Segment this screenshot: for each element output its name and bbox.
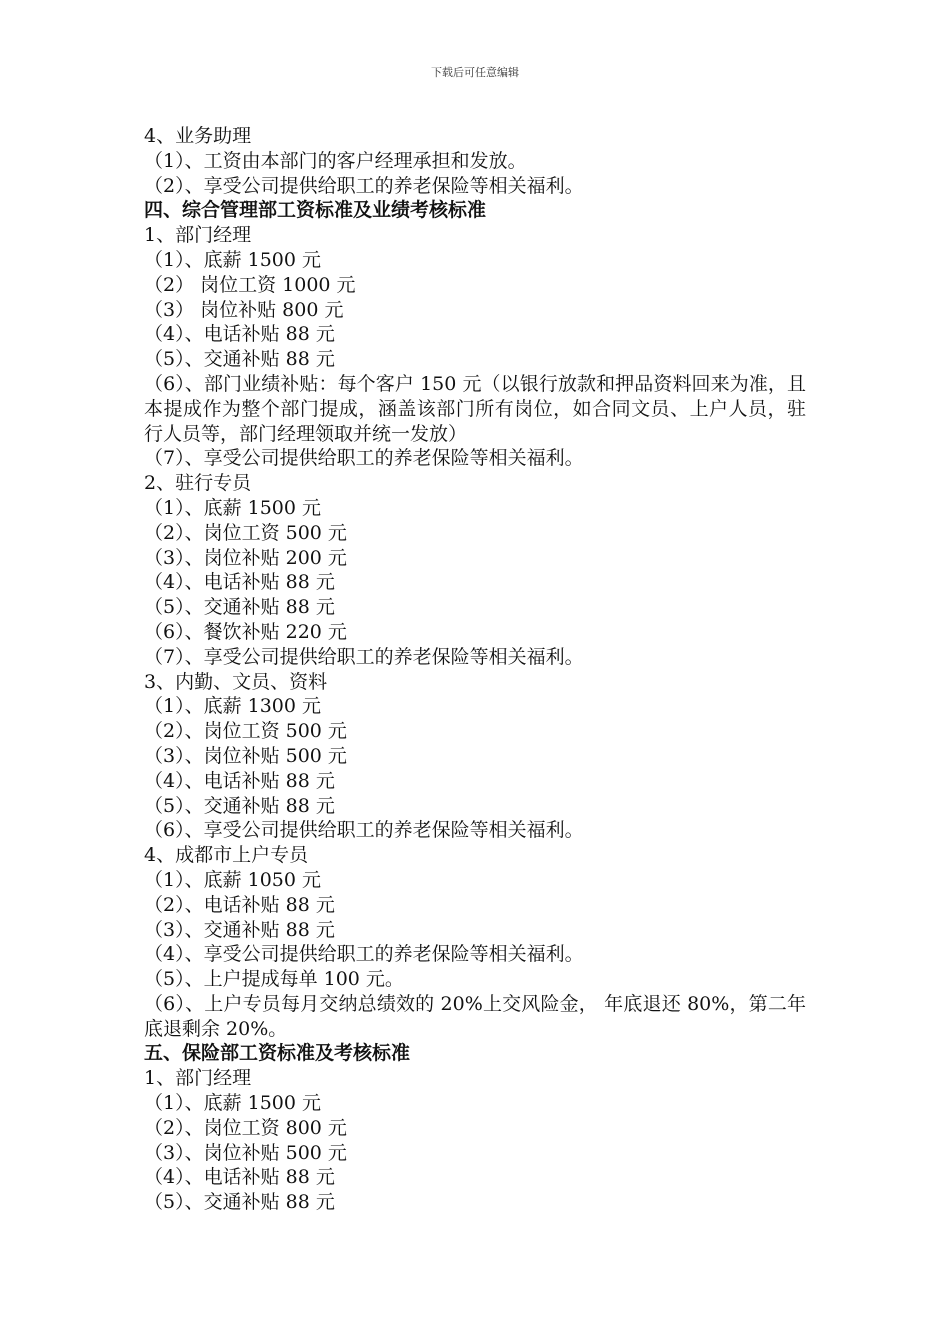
section-heading: 五、保险部工资标准及考核标准 <box>144 1042 411 1065</box>
text-line: （6）、上户专员每月交纳总绩效的 20%上交风险金， 年底退还 80%，第二年底退剩余 20%。 <box>144 992 806 1040</box>
text-line: （7）、享受公司提供给职工的养老保险等相关福利。 <box>144 645 584 668</box>
text-line: （2）、岗位工资 500 元 <box>144 720 347 743</box>
text-line: （3） 岗位补贴 800 元 <box>144 298 344 321</box>
text-line: 4、业务助理 <box>144 125 252 147</box>
text-line: （3）、交通补贴 88 元 <box>144 918 335 941</box>
text-line: （6）、餐饮补贴 220 元 <box>144 620 347 643</box>
text-line: （3）、岗位补贴 500 元 <box>144 1141 347 1164</box>
text-line: （2）、岗位工资 800 元 <box>144 1116 347 1139</box>
text-line: （4）、电话补贴 88 元 <box>144 571 335 594</box>
text-line: （7）、享受公司提供给职工的养老保险等相关福利。 <box>144 447 584 470</box>
text-line: （1）、底薪 1050 元 <box>144 868 322 891</box>
text-line: 2、驻行专员 <box>144 472 252 495</box>
text-line: （2）、享受公司提供给职工的养老保险等相关福利。 <box>144 174 584 197</box>
text-line: （6）、部门业绩补贴：每个客户 150 元（以银行放款和押品资料回来为准，且本提成作为整个部门提成，涵盖该部门所有岗位，如合同文员、上户人员，驻行人员等，部门经理领取并统一发放） <box>144 372 806 445</box>
text-line: 4、成都市上户专员 <box>144 844 309 867</box>
text-line: （2）、电话补贴 88 元 <box>144 893 335 916</box>
text-line: （5）、交通补贴 88 元 <box>144 348 335 371</box>
text-line: （3）、岗位补贴 200 元 <box>144 546 347 569</box>
text-line: （5）、上户提成每单 100 元。 <box>144 968 404 991</box>
text-line: （1）、工资由本部门的客户经理承担和发放。 <box>144 149 527 172</box>
text-line: （2）、岗位工资 500 元 <box>144 521 347 544</box>
text-line: 3、内勤、文员、资料 <box>144 670 328 693</box>
page-header: 下载后可任意编辑 <box>431 66 519 79</box>
text-line: （4）、电话补贴 88 元 <box>144 769 335 792</box>
text-line: （5）、交通补贴 88 元 <box>144 1191 335 1214</box>
text-line: 1、部门经理 <box>144 224 252 247</box>
text-line: （1）、底薪 1300 元 <box>144 695 322 718</box>
text-line: （5）、交通补贴 88 元 <box>144 794 335 817</box>
text-line: （1）、底薪 1500 元 <box>144 1092 322 1115</box>
document-body <box>144 124 806 1215</box>
text-line: （4）、享受公司提供给职工的养老保险等相关福利。 <box>144 943 584 966</box>
text-line: （1）、底薪 1500 元 <box>144 496 322 519</box>
text-line: （3）、岗位补贴 500 元 <box>144 744 347 767</box>
text-line: 1、部门经理 <box>144 1067 252 1090</box>
text-line: （1）、底薪 1500 元 <box>144 248 322 271</box>
text-line: （5）、交通补贴 88 元 <box>144 596 335 619</box>
text-line: （4）、电话补贴 88 元 <box>144 1166 335 1189</box>
section-heading: 四、综合管理部工资标准及业绩考核标准 <box>144 199 487 222</box>
text-line: （4）、电话补贴 88 元 <box>144 323 335 346</box>
text-line: （6）、享受公司提供给职工的养老保险等相关福利。 <box>144 819 584 842</box>
text-line: （2） 岗位工资 1000 元 <box>144 273 356 296</box>
